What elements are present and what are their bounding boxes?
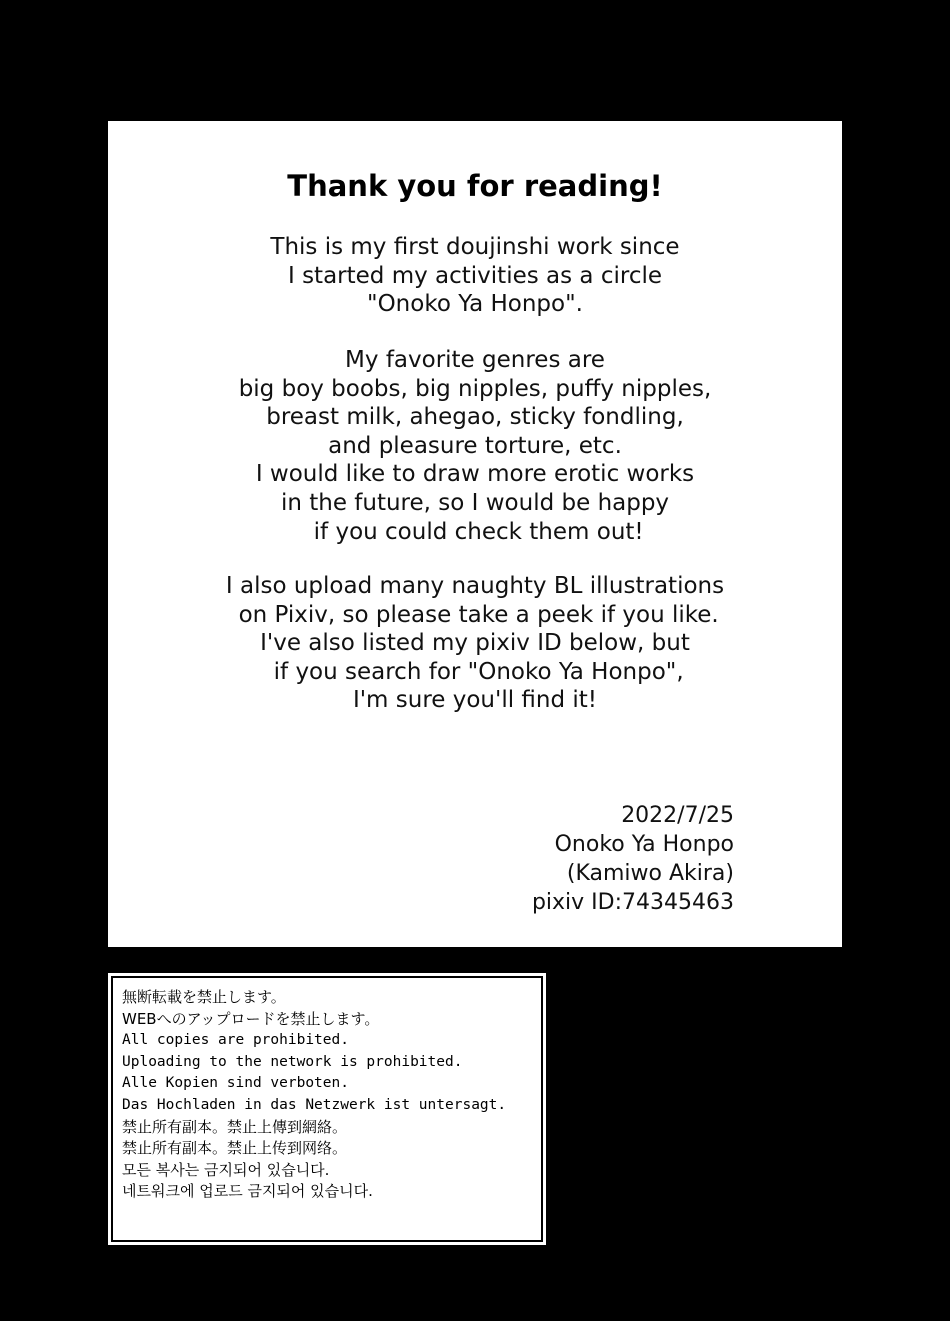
notice-line-zh-cn: 禁止所有副本。禁止上传到网络。 [122,1139,348,1158]
text-line: big boy boobs, big nipples, puffy nipples, [238,375,712,402]
notice-line-ko: 모든 복사는 금지되어 있습니다. [122,1160,330,1179]
notice-line-de: Alle Kopien sind verboten. [122,1075,349,1092]
text-line: breast milk, ahegao, sticky fondling, [266,404,684,431]
signature-circle: Onoko Ya Honpo [554,832,734,857]
copyright-notice-text [122,987,536,1203]
text-line: in the future, so I would be happy [280,489,670,516]
paragraph-pixiv [108,572,842,715]
text-line: and pleasure torture, etc. [328,432,622,459]
paragraph-intro [108,233,842,319]
text-line: if you could check them out! [306,518,644,545]
signature-pixiv-id: pixiv ID:74345463 [531,890,734,915]
text-line: My favorite genres are [345,347,605,373]
signature-block [532,801,734,917]
afterword-panel [108,121,842,947]
notice-line-en: All copies are prohibited. [122,1032,349,1049]
notice-line-ja: WEBへのアップロードを禁止します。 [122,1009,380,1028]
text-line: I've also listed my pixiv ID below, but [260,630,690,657]
text-line: I also upload many naughty BL illustrations [225,573,725,599]
notice-line-en: Uploading to the network is prohibited. [122,1053,463,1070]
copyright-notice-box [108,973,546,1245]
text-line: I would like to draw more erotic works [255,461,695,488]
afterword-title: Thank you for reading! [287,169,663,203]
notice-line-ja: 無断転載を禁止します。 [122,988,286,1006]
text-line: on Pixiv, so please take a peek if you like. [231,601,719,628]
text-line: I started my activities as a circle [287,262,663,289]
text-line: This is my first doujinshi work since [270,234,680,260]
text-line: "Onoko Ya Honpo". [366,291,583,318]
notice-line-de: Das Hochladen in das Netzwerk ist untersagt. [122,1096,507,1113]
signature-date: 2022/7/25 [621,803,734,828]
notice-line-ko: 네트워크에 업로드 금지되어 있습니다. [122,1182,373,1201]
text-line: if you search for "Onoko Ya Honpo", [266,658,684,685]
text-line: I'm sure you'll find it! [352,687,598,714]
signature-author: (Kamiwo Akira) [566,861,734,886]
notice-line-zh-tw: 禁止所有副本。禁止上傳到網絡。 [122,1117,348,1136]
paragraph-genres [108,346,842,546]
